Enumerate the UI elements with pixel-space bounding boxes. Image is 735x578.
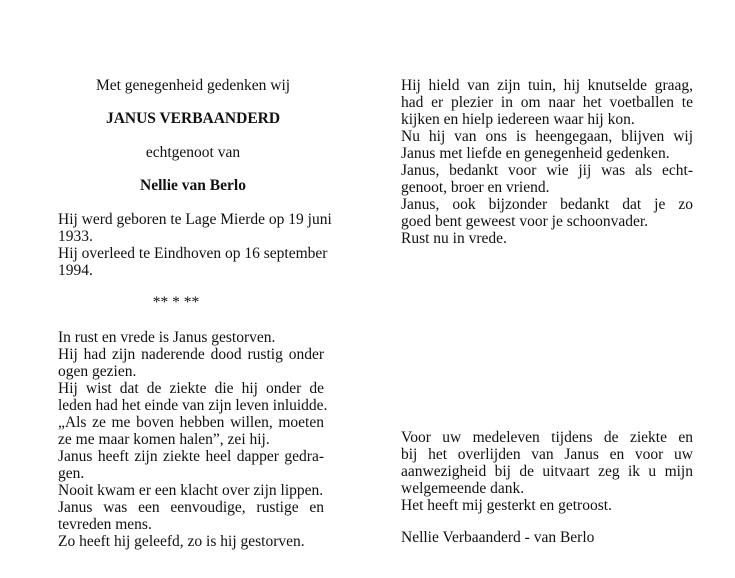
memory-line: kijken en hielp iedereen waar hij kon. bbox=[401, 111, 635, 128]
died-line-1: Hij overleed te Eindhoven op 16 september bbox=[58, 245, 328, 262]
memory-line: Janus, bedankt voor wie jij was als echt- bbox=[401, 162, 693, 179]
poem-line: tevreden mens. bbox=[58, 516, 152, 533]
poem-line: gen. bbox=[58, 465, 85, 482]
memory-line: goed bent geweest voor je schoonvader. bbox=[401, 213, 649, 230]
born-line-1: Hij werd geboren te Lage Mierde op 19 juni bbox=[58, 211, 332, 228]
poem-line: Janus heeft zijn ziekte heel dapper gedra- bbox=[58, 448, 324, 465]
poem-line: Hij had zijn naderende dood rustig onder bbox=[58, 346, 324, 363]
poem-line: Hij wist dat de ziekte die hij onder de bbox=[58, 380, 324, 397]
born-line-2: 1933. bbox=[58, 228, 93, 245]
memory-line: genoot, broer en vriend. bbox=[401, 179, 550, 196]
intro-text: Met genegenheid gedenken wij bbox=[95, 77, 291, 94]
poem-line: ze me maar komen halen”, zei hij. bbox=[58, 431, 270, 448]
poem-line: Zo heeft hij geleefd, zo is hij gestorven. bbox=[58, 533, 305, 550]
poem-line: In rust en vrede is Janus gestorven. bbox=[58, 329, 276, 346]
poem-line: Janus was een eenvoudige, rustige en bbox=[58, 499, 324, 516]
separator-stars: ** * ** bbox=[152, 294, 200, 311]
memory-line: Hij hield van zijn tuin, hij knutselde graag, bbox=[401, 77, 693, 94]
memory-line: Rust nu in vrede. bbox=[401, 230, 507, 247]
memory-line: Janus, ook bijzonder bedankt dat je zo bbox=[401, 196, 693, 213]
thanks-line: Het heeft mij gesterkt en getroost. bbox=[401, 497, 612, 514]
thanks-line: welgemeende dank. bbox=[401, 480, 525, 497]
poem-line: Nooit kwam er een klacht over zijn lippen. bbox=[58, 482, 324, 499]
memory-line: Nu hij van ons is heengegaan, blijven wij bbox=[401, 128, 693, 145]
thanks-line: bij het overlijden van Janus en voor uw bbox=[401, 446, 693, 463]
poem-line: „Als ze me boven hebben willen, moeten bbox=[58, 414, 324, 431]
thanks-line: aanwezigheid bij de uitvaart zeg ik u mijn bbox=[401, 463, 693, 480]
died-line-2: 1994. bbox=[58, 262, 93, 279]
spouse-name: Nellie van Berlo bbox=[140, 177, 246, 194]
relation-text: echtgenoot van bbox=[145, 144, 241, 161]
memory-line: Janus met liefde en genegenheid gedenken. bbox=[401, 145, 670, 162]
memory-line: had er plezier in om naar het voetballen te bbox=[401, 94, 693, 111]
poem-line: leden had het einde van zijn leven inluidde. bbox=[58, 397, 328, 414]
deceased-name: JANUS VERBAANDERD bbox=[105, 110, 281, 127]
thanks-line: Voor uw medeleven tijdens de ziekte en bbox=[401, 429, 693, 446]
poem-line: ogen gezien. bbox=[58, 363, 137, 380]
signature: Nellie Verbaanderd - van Berlo bbox=[401, 529, 595, 546]
